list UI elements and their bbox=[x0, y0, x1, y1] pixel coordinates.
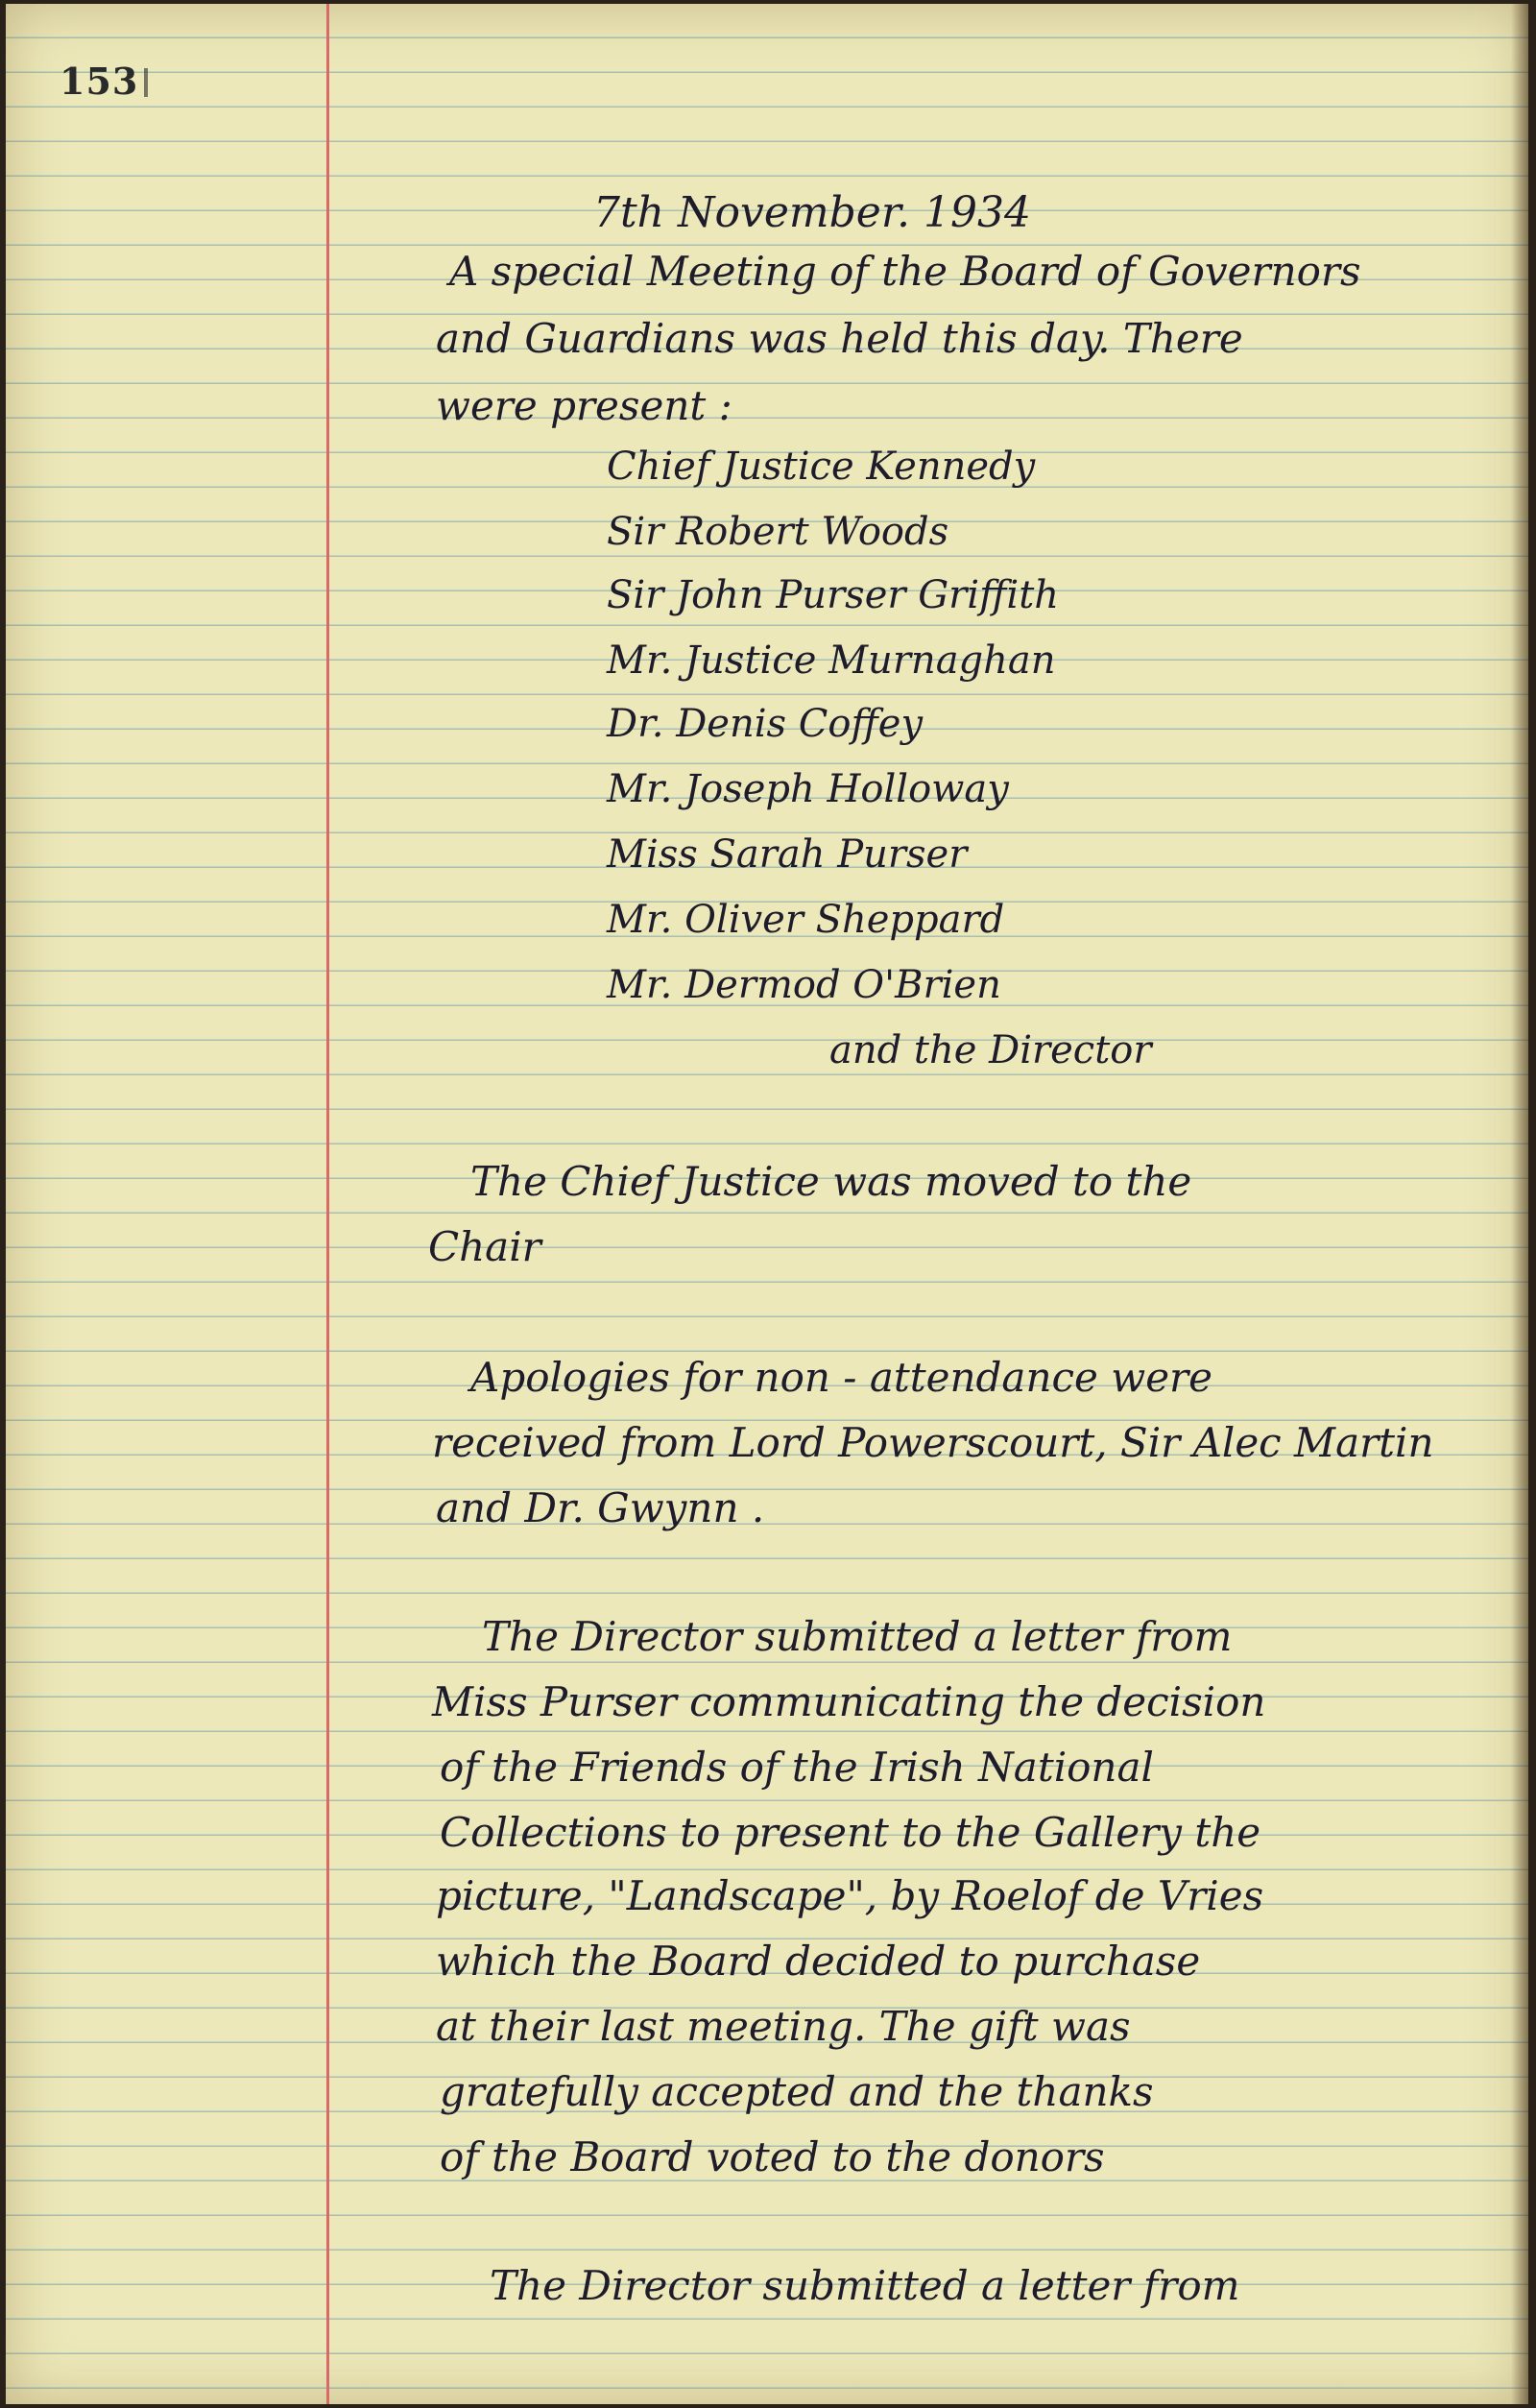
attendee: Miss Sarah Purser bbox=[607, 832, 968, 877]
chair-line: Chair bbox=[428, 1223, 541, 1270]
intro-line: A special Meeting of the Board of Governors bbox=[449, 248, 1361, 295]
letter-line: which the Board decided to purchase bbox=[436, 1938, 1201, 1985]
attendee: Mr. Justice Murnaghan bbox=[607, 638, 1056, 683]
intro-line: and Guardians was held this day. There bbox=[436, 315, 1243, 362]
letter-line: Collections to present to the Gallery the bbox=[440, 1809, 1261, 1856]
ledger-page bbox=[6, 4, 1528, 2404]
attendee: Mr. Oliver Sheppard bbox=[607, 898, 1005, 942]
letter-line: Miss Purser communicating the decision bbox=[432, 1678, 1266, 1725]
letter-line: gratefully accepted and the thanks bbox=[440, 2068, 1154, 2115]
letter-line: of the Board voted to the donors bbox=[440, 2133, 1105, 2180]
attendee: Dr. Denis Coffey bbox=[607, 702, 924, 746]
page-number: 153 bbox=[60, 60, 148, 103]
attendee: Mr. Dermod O'Brien bbox=[607, 963, 1001, 1007]
attendee: Chief Justice Kennedy bbox=[607, 445, 1036, 489]
next-entry-line: The Director submitted a letter from bbox=[490, 2262, 1240, 2309]
intro-line: were present : bbox=[436, 382, 732, 429]
letter-line: The Director submitted a letter from bbox=[482, 1613, 1233, 1660]
letter-line: of the Friends of the Irish National bbox=[440, 1744, 1154, 1791]
letter-line: at their last meeting. The gift was bbox=[436, 2003, 1131, 2050]
attendee: Sir John Purser Griffith bbox=[607, 573, 1060, 617]
attendee-director: and the Director bbox=[829, 1028, 1152, 1072]
margin-rule bbox=[326, 4, 329, 2404]
apologies-line: received from Lord Powerscourt, Sir Alec Martin bbox=[432, 1419, 1434, 1466]
attendee: Mr. Joseph Holloway bbox=[607, 767, 1009, 811]
entry-date: 7th November. 1934 bbox=[593, 188, 1031, 237]
attendee: Sir Robert Woods bbox=[607, 510, 949, 554]
apologies-line: Apologies for non - attendance were bbox=[470, 1354, 1212, 1401]
apologies-line: and Dr. Gwynn . bbox=[436, 1484, 765, 1531]
letter-line: picture, "Landscape", by Roelof de Vries bbox=[436, 1872, 1264, 1919]
chair-line: The Chief Justice was moved to the bbox=[470, 1158, 1192, 1205]
